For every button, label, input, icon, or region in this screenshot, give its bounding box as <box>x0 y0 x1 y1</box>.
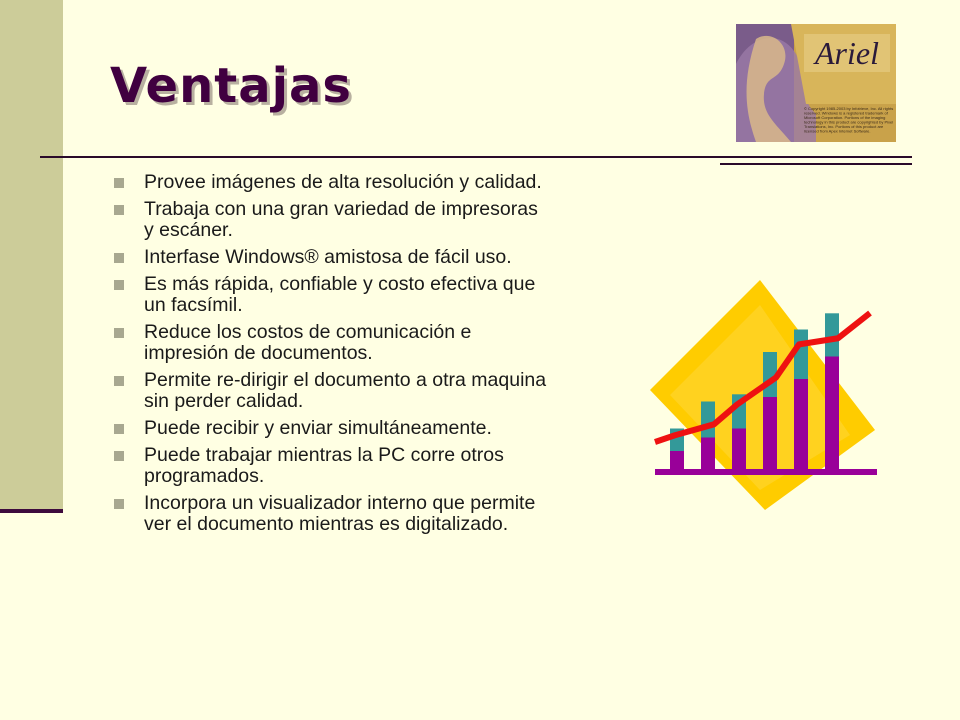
bullet-text: Es más rápida, confiable y costo efectiva que un facsímil. <box>144 273 536 316</box>
bar-purple <box>763 397 777 469</box>
bullet-text: Permite re-dirigir el documento a otra maquina sin perder calidad. <box>144 369 547 412</box>
bullet-square-icon <box>114 328 124 338</box>
bullet-square-icon <box>114 253 124 263</box>
bar-teal <box>825 313 839 356</box>
title-divider <box>40 156 912 158</box>
bar-teal <box>794 330 808 380</box>
bullet-list <box>112 172 552 541</box>
bar-purple <box>794 379 808 469</box>
logo-fine-print: © Copyright 1985-2003 by Infotrieve, Inc. All rights reserved. Windows is a registered trademark of Microsoft Corporation. Portions of the imaging technology in this product are copyrighted by Pixel Translations, Inc. Portions of this product are licensed from Apex Internet Software. <box>804 106 894 134</box>
bullet-square-icon <box>114 178 124 188</box>
bullet-square-icon <box>114 205 124 215</box>
growth-chart-clipart <box>640 270 880 515</box>
bullet-text: Trabaja con una gran variedad de impresoras y escáner. <box>144 198 538 241</box>
bullet-text: Puede trabajar mientras la PC corre otros programados. <box>144 444 504 487</box>
bullet-square-icon <box>114 424 124 434</box>
bullet-text: Reduce los costos de comunicación e impresión de documentos. <box>144 321 472 364</box>
bullet-text: Provee imágenes de alta resolución y calidad. <box>144 171 542 193</box>
bullet-item <box>112 247 552 268</box>
bullet-item <box>112 445 552 487</box>
logo-wordmark: Ariel <box>815 35 879 71</box>
bullet-item <box>112 493 552 535</box>
bullet-item <box>112 172 552 193</box>
bullet-square-icon <box>114 376 124 386</box>
left-decorative-band <box>0 0 63 510</box>
ariel-logo <box>736 24 896 142</box>
bar-purple <box>670 451 684 469</box>
bar-purple <box>732 429 746 470</box>
bullet-item <box>112 370 552 412</box>
bullet-item <box>112 274 552 316</box>
bullet-item <box>112 322 552 364</box>
bullet-item <box>112 199 552 241</box>
bar-purple <box>825 357 839 470</box>
chart-baseline <box>655 469 877 475</box>
slide-title: Ventajas <box>110 58 352 114</box>
bullet-item <box>112 418 552 439</box>
title-divider-secondary <box>720 163 912 165</box>
bullet-square-icon <box>114 451 124 461</box>
bullet-text: Interfase Windows® amistosa de fácil uso. <box>144 246 512 268</box>
bullet-text: Incorpora un visualizador interno que permite ver el documento mientras es digitalizado. <box>144 492 536 535</box>
bar-teal <box>701 402 715 438</box>
bullet-square-icon <box>114 499 124 509</box>
bullet-text: Puede recibir y enviar simultáneamente. <box>144 417 492 439</box>
bar-purple <box>701 438 715 470</box>
bullet-square-icon <box>114 280 124 290</box>
left-band-underline <box>0 509 63 513</box>
